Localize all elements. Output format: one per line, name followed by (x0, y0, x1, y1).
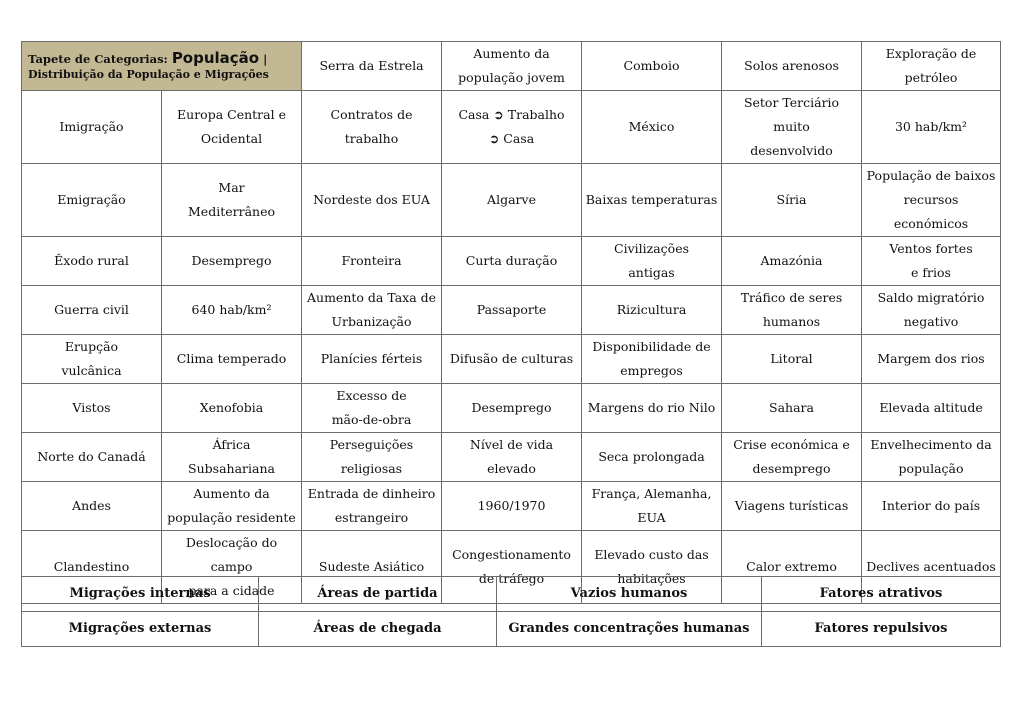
grid-cell: Solos arenosos (722, 42, 862, 91)
grid-cell: Viagens turísticas (722, 482, 862, 531)
grid-cell: França, Alemanha, EUA (582, 482, 722, 531)
grid-cell: Planícies férteis (302, 335, 442, 384)
grid-cell: Comboio (582, 42, 722, 91)
grid-cell: 1960/1970 (442, 482, 582, 531)
category-label: Fatores atrativos (762, 577, 1001, 612)
grid-cell: Calor extremo (722, 531, 862, 604)
grid-cell: Mar Mediterrâneo (162, 164, 302, 237)
grid-cell: Excesso de mão-de-obra (302, 384, 442, 433)
grid-cell: Litoral (722, 335, 862, 384)
grid-cell: Serra da Estrela (302, 42, 442, 91)
grid-cell: Deslocação do campo para a cidade (162, 531, 302, 604)
grid-cell: Entrada de dinheiro estrangeiro (302, 482, 442, 531)
grid-cell: Erupção vulcânica (22, 335, 162, 384)
table-row (22, 164, 1001, 237)
grid-cell: 30 hab/km² (862, 91, 1001, 164)
grid-cell: Vistos (22, 384, 162, 433)
grid-cell: Envelhecimento da população (862, 433, 1001, 482)
grid-cell: 640 hab/km² (162, 286, 302, 335)
header-prefix: Tapete de Categorias: (28, 51, 172, 66)
grid-cell: Andes (22, 482, 162, 531)
table-row (22, 612, 1001, 647)
grid-cell: Amazónia (722, 237, 862, 286)
grid-cell: Sudeste Asiático (302, 531, 442, 604)
category-grid (21, 41, 1001, 604)
category-label: Fatores repulsivos (762, 612, 1001, 647)
grid-cell: Seca prolongada (582, 433, 722, 482)
table-row (22, 42, 1001, 91)
header-subtitle: Distribuição da População e Migrações (28, 67, 269, 81)
table-row (22, 237, 1001, 286)
grid-cell: Síria (722, 164, 862, 237)
grid-cell: Emigração (22, 164, 162, 237)
grid-cell: África Subsahariana (162, 433, 302, 482)
grid-cell: Perseguições religiosas (302, 433, 442, 482)
grid-cell: Tráfico de seres humanos (722, 286, 862, 335)
grid-cell: Europa Central e Ocidental (162, 91, 302, 164)
table-row (22, 335, 1001, 384)
grid-cell: Crise económica e desemprego (722, 433, 862, 482)
grid-cell: Rizicultura (582, 286, 722, 335)
grid-cell: Aumento da Taxa de Urbanização (302, 286, 442, 335)
grid-cell: Passaporte (442, 286, 582, 335)
grid-cell: Algarve (442, 164, 582, 237)
grid-cell: Elevada altitude (862, 384, 1001, 433)
grid-cell: Margens do rio Nilo (582, 384, 722, 433)
grid-cell: Nordeste dos EUA (302, 164, 442, 237)
table-row (22, 384, 1001, 433)
grid-cell: Setor Terciário muito desenvolvido (722, 91, 862, 164)
grid-cell: Desemprego (162, 237, 302, 286)
grid-cell: Interior do país (862, 482, 1001, 531)
grid-cell: Civilizações antigas (582, 237, 722, 286)
table-row (22, 577, 1001, 612)
grid-cell: Sahara (722, 384, 862, 433)
category-label: Grandes concentrações humanas (497, 612, 762, 647)
grid-cell: Nível de vida elevado (442, 433, 582, 482)
header-topic: População (171, 48, 260, 67)
category-labels-table (21, 576, 1001, 647)
grid-cell: Imigração (22, 91, 162, 164)
grid-cell: Contratos de trabalho (302, 91, 442, 164)
grid-cell: Guerra civil (22, 286, 162, 335)
header-separator: | (259, 51, 268, 66)
grid-cell: Casa ➲ Trabalho ➲ Casa (442, 91, 582, 164)
grid-cell: Exploração de petróleo (862, 42, 1001, 91)
grid-cell: Difusão de culturas (442, 335, 582, 384)
grid-cell: População de baixos recursos económicos (862, 164, 1001, 237)
grid-cell: Clima temperado (162, 335, 302, 384)
grid-header-cell (22, 42, 302, 91)
grid-cell: Clandestino (22, 531, 162, 604)
category-label: Migrações internas (22, 577, 259, 612)
category-label: Migrações externas (22, 612, 259, 647)
grid-cell: Desemprego (442, 384, 582, 433)
grid-cell: Baixas temperaturas (582, 164, 722, 237)
grid-cell: Curta duração (442, 237, 582, 286)
category-label: Áreas de partida (259, 577, 497, 612)
table-row (22, 482, 1001, 531)
grid-cell: Aumento da população residente (162, 482, 302, 531)
category-label: Vazios humanos (497, 577, 762, 612)
category-label: Áreas de chegada (259, 612, 497, 647)
grid-cell: Ventos fortes e frios (862, 237, 1001, 286)
grid-cell: Êxodo rural (22, 237, 162, 286)
grid-cell: Fronteira (302, 237, 442, 286)
table-row (22, 91, 1001, 164)
grid-cell: Margem dos rios (862, 335, 1001, 384)
grid-cell: Elevado custo das habitações (582, 531, 722, 604)
grid-cell: Aumento da população jovem (442, 42, 582, 91)
grid-cell: México (582, 91, 722, 164)
grid-cell: Disponibilidade de empregos (582, 335, 722, 384)
grid-cell: Declives acentuados (862, 531, 1001, 604)
grid-cell: Norte do Canadá (22, 433, 162, 482)
table-row (22, 433, 1001, 482)
grid-cell: Xenofobia (162, 384, 302, 433)
table-row (22, 286, 1001, 335)
grid-cell: Congestionamento de tráfego (442, 531, 582, 604)
grid-cell: Saldo migratório negativo (862, 286, 1001, 335)
